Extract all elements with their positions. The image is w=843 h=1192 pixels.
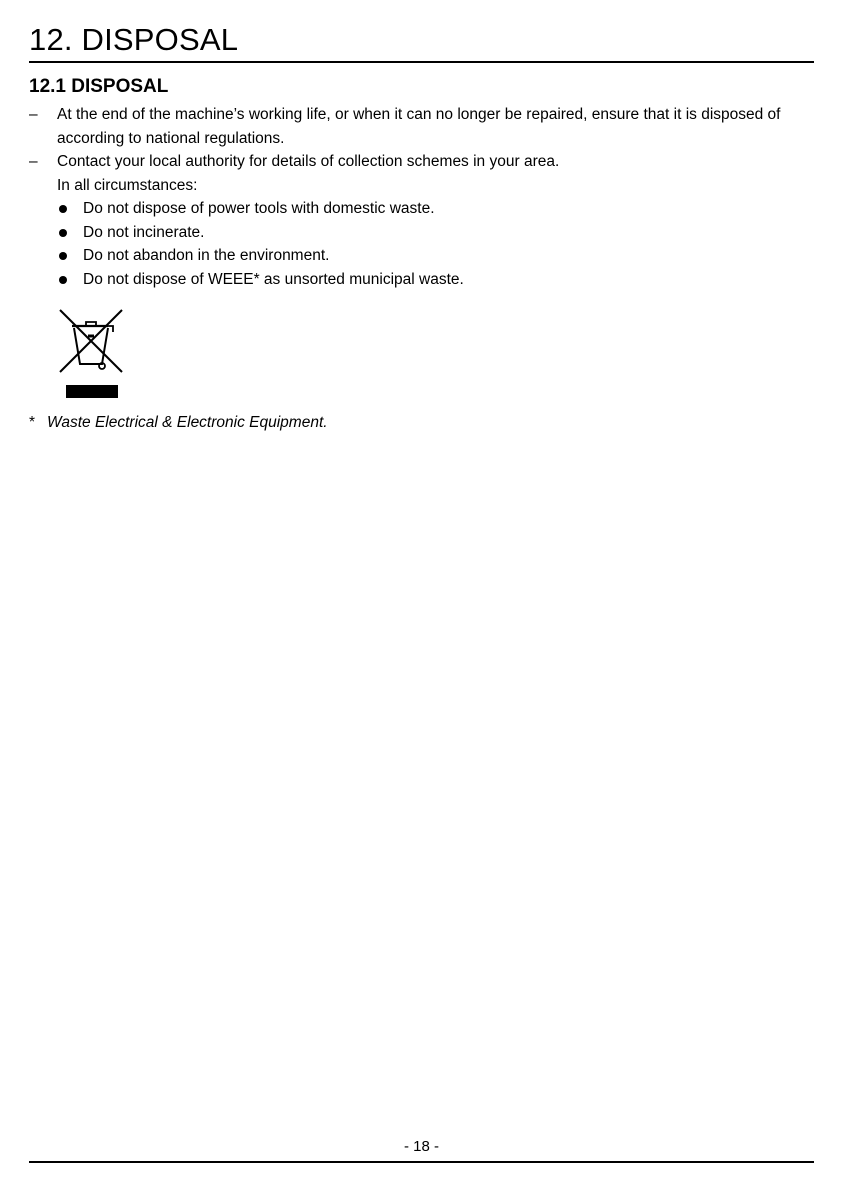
crossed-out-wheelie-bin-icon [56,306,128,402]
disposal-content [29,103,819,291]
page-number: - 18 - [403,1138,439,1155]
list-item [29,244,819,268]
circumstances-intro: In all circumstances: [57,176,198,194]
section-heading: 12.1 DISPOSAL [29,76,169,97]
bullet-dot-icon [59,276,67,284]
dash-item-text: Contact your local authority for details of collection schemes in your area. [57,153,560,170]
dash-marker: – [29,153,38,170]
footer-divider [29,1161,814,1163]
dash-item-local-authority [29,150,819,174]
bullet-dot-icon [59,229,67,237]
bullet-list [29,197,819,291]
list-item [29,268,819,292]
list-item [29,221,819,245]
list-item-text: Do not abandon in the environment. [83,247,330,264]
footnote-text: Waste Electrical & Electronic Equipment. [47,414,328,431]
footnote [29,412,328,434]
bullet-dot-icon [59,205,67,213]
page-title: 12. DISPOSAL [29,22,239,57]
dash-item-end-of-life [29,103,819,150]
dash-marker: – [29,106,38,123]
list-item-text: Do not incinerate. [83,223,205,241]
dash-item-text: At the end of the machine’s working life, or when it can no longer be repaired, ensure that it is disposed of according to national regulations. [57,106,781,147]
bullet-dot-icon [59,252,67,260]
list-item-text: Do not dispose of WEEE* as unsorted municipal waste. [83,270,464,288]
footnote-marker: * [29,414,36,431]
list-item [29,197,819,221]
title-divider [29,61,814,63]
list-item-text: Do not dispose of power tools with domestic waste. [83,200,435,217]
